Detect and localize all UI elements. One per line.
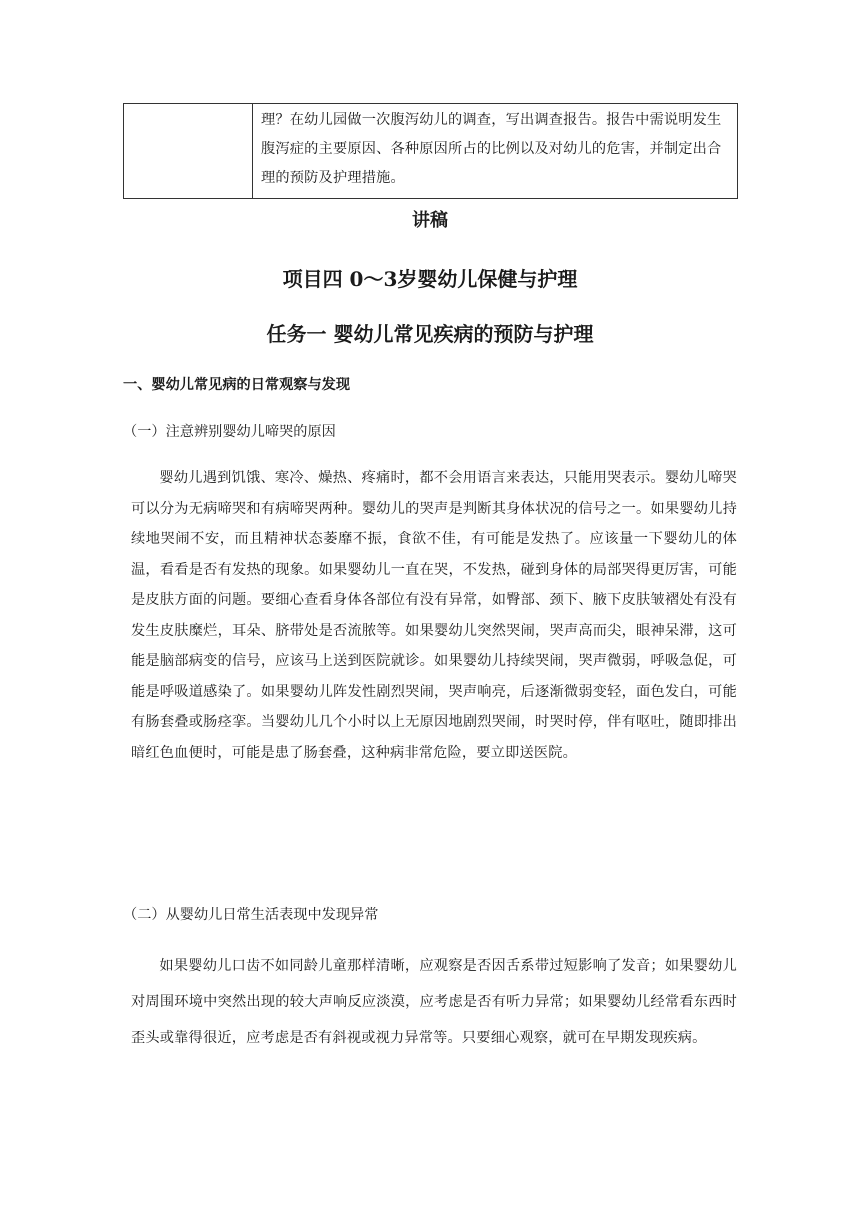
doc-label: 讲稿: [412, 210, 448, 231]
table-row: [124, 104, 738, 199]
table-cell-text: 理？在幼儿园做一次腹泻幼儿的调查，写出调查报告。报告中需说明发生腹泻症的主要原因、各种原因所占的比例以及对幼儿的危害，并制定出合理的预防及护理措施。: [253, 104, 738, 199]
paragraph-2: 如果婴幼儿口齿不如同龄儿童那样清晰，应观察是否因舌系带过短影响了发音；如果婴幼儿对周围环境中突然出现的较大声响反应淡漠，应考虑是否有听力异常；如果婴幼儿经常看东西时歪头或靠得很近，应考虑是否有斜视或视力异常等。只要细心观察，就可在早期发现疾病。: [131, 958, 737, 1046]
sub-heading-2: （二）从婴幼儿日常生活表现中发现异常: [123, 907, 379, 923]
sub-heading-1: （一）注意辨别婴幼儿啼哭的原因: [123, 424, 336, 440]
task-title: 任务一 婴幼儿常见疾病的预防与护理: [266, 322, 594, 346]
top-table: [123, 103, 738, 199]
section-heading: 一、婴幼儿常见病的日常观察与发现: [123, 377, 351, 393]
paragraph-1: 婴幼儿遇到饥饿、寒冷、燥热、疼痛时，都不会用语言来表达，只能用哭表示。婴幼儿啼哭可以分为无病啼哭和有病啼哭两种。婴幼儿的哭声是判断其身体状况的信号之一。如果婴幼儿持续地哭闹不安，而且精神状态萎靡不振，食欲不佳，有可能是发热了。应该量一下婴幼儿的体温，看看是否有发热的现象。如果婴幼儿一直在哭，不发热，碰到身体的局部哭得更厉害，可能是皮肤方面的问题。要细心查看身体各部位有没有异常，如臀部、颈下、腋下皮肤皱褶处有没有发生皮肤糜烂，耳朵、脐带处是否流脓等。如果婴幼儿突然哭闹，哭声高而尖，眼神呆滞，这可能是脑部病变的信号，应该马上送到医院就诊。如果婴幼儿持续哭闹，哭声微弱，呼吸急促，可能是呼吸道感染了。如果婴幼儿阵发性剧烈哭闹，哭声响亮，后逐渐微弱变轻，面色发白，可能有肠套叠或肠痉挛。当婴幼儿几个小时以上无原因地剧烈哭闹，时哭时停，伴有呕吐，随即排出暗红色血便时，可能是患了肠套叠，这种病非常危险，要立即送医院。: [131, 470, 737, 761]
table-cell-empty: [124, 104, 253, 199]
project-title: 项目四 0～3岁婴幼儿保健与护理: [282, 267, 578, 291]
